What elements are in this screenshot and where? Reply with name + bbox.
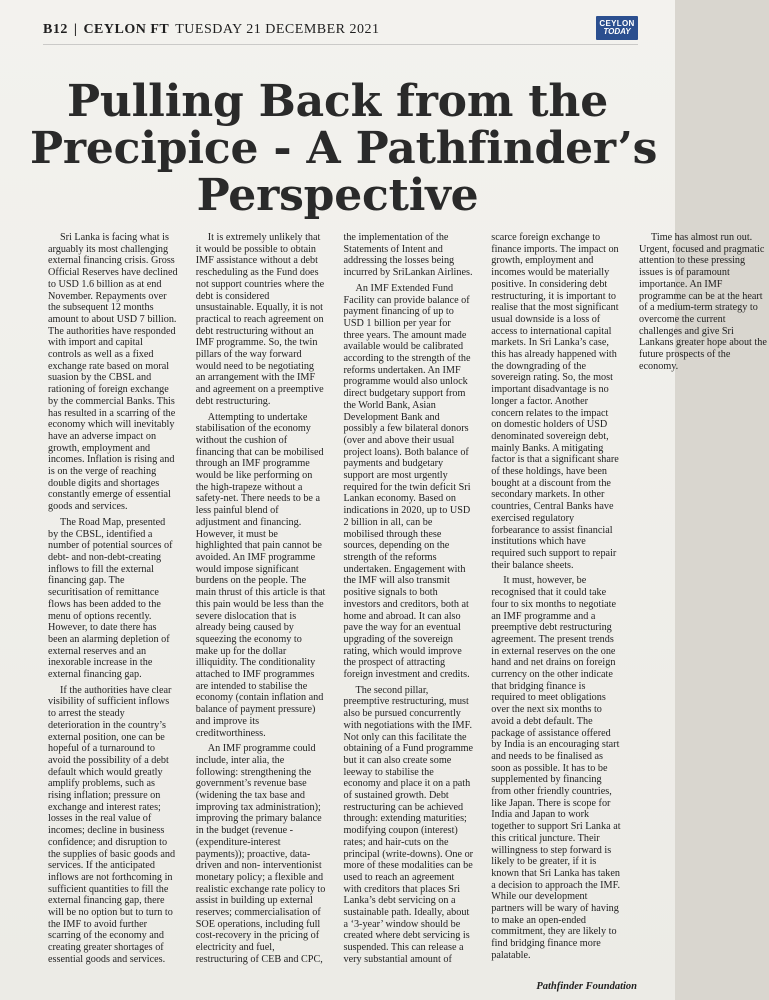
- masthead-rule: [43, 44, 638, 45]
- paragraph-5: Attempting to undertake stabilisation of the economy without the cushion of financing that can be mobilised through an IMF programme would be like performing on the high-trapeze without a safety-net. There needs to be a less painful blend of adjustment and financing. However, it must be highlighted that pain cannot be avoided. An IMF programme would impose significant burdens on the people. The main thrust of this article is that this pain would be less than the severe dislocation that is already being caused by squeezing the economy to make up for the dollar illiquidity. The conditionality attached to IMF programmes are intended to stabilise the economy (contain inflation and balance of payment pressure) and improve its creditworthiness.: [195, 411, 326, 739]
- paragraph-10: Time has almost run out. Urgent, focused and pragmatic attention to these pressing issues is of paramount importance. An IMF programme can be at the heart of a medium-term strategy to overcome the current challenges and give Sri Lankans greater hope about the future prospects of the economy.: [639, 232, 767, 372]
- page-number: B12: [43, 22, 68, 37]
- paper-name: CEYLON FT: [83, 22, 170, 37]
- paragraph-3: If the authorities have clear visibility of sufficient inflows to arrest the steady deterioration in the country’s external position, one can be hopeful of a turnaround to avoid the possibility of a debt default which would greatly amplify problems, such as rising inflation; pressure on exchange and interest rates; losses in the real value of incomes; decline in business confidence; and disruption to the supplies of basic goods and services. If the anticipated inflows are not forthcoming in sufficient quantities to fill the external financing gap, there will be no option but to turn to the IMF to avoid further scarring of the economy and creating greater shortages of essential goods and services.: [48, 684, 176, 965]
- paragraph-8: The second pillar, preemptive restructuring, must also be pursued concurrently with negotiations with the IMF. Not only can this facilitate the obtaining of a Fund programme but it can also create some leeway to stabilise the economy and place it on a path of sustained growth. Debt restructuring can be achieved through: extending maturities; modifying coupon (interest) rates; and hair-cuts on the principal (write-downs). One or more of these modalities can be used to reach an agreement with creditors that places Sri Lanka’s debt servicing on a sustainable path. Ideally, about a ‘3-year’ window should be created where debt servicing is suspended. This can release a very substantial amount of scarce foreign exchange to finance imports. The impact on growth, employment and incomes would be materially positive. In considering debt restructuring, it is important to realise that the most significant usual downside is a loss of access to international capital markets. In Sri Lanka’s case, this has already happened with the downgrading of the sovereign rating. So, the most important disadvantage is no longer a factor. Another concern relates to the impact on domestic holders of USD denominated sovereign debt, mainly Banks. A mitigating factor is that a significant share of these holdings, have been bought at a discount from the secondary markets. In other countries, Central Banks have exercised regulatory forbearance to assist financial institutions which have required such support to repair their balance sheets.: [343, 232, 619, 965]
- article-body: [48, 232, 767, 974]
- paragraph-9: It must, however, be recognised that it could take four to six months to negotiate an IMF programme and a preemptive debt restructuring agreement. The present trends in external reserves on the one hand and net drains on foreign currency on the other indicate that bridging finance is required to meet obligations over the next six months to avoid a debt default. The package of assistance offered by India is an encouraging start and needs to be finalised as soon as possible. It has to be supplemented by financing from other friendly countries, like Japan. There is scope for India and Japan to work together to support Sri Lanka at this critical juncture. Their willingness to step forward is likely to be greater, if it is known that Sri Lanka has taken a decision to approach the IMF. While our development partners will be wary of having to make an open-ended commitment, they are likely to find bridging finance more palatable.: [491, 575, 621, 961]
- ceylon-today-logo: [596, 16, 638, 40]
- title-line-3: Perspective: [196, 170, 479, 221]
- author-byline: Pathfinder Foundation: [536, 981, 637, 992]
- title-line-2: Precipice - A Pathfinder’s: [30, 123, 658, 174]
- paragraph-7: An IMF Extended Fund Facility can provide balance of payment financing of up to USD 1 billion per year for three years. The amount made available would be calibrated according to the strength of the reforms undertaken. An IMF programme would also unlock direct budgetary support from the World Bank, Asian Development Bank and possibly a few bilateral donors (over and above their usual project loans). Both balance of payments and budgetary support are most urgently required for the twin deficit Sri Lankan economy. Based on indications in 2020, up to USD 2 billion in all, can be mobilised through these sources, depending on the strength of the reforms undertaken. Engagement with the IMF will also transmit positive signals to both investors and creditors, both at home and abroad. It can also pave the way for an eventual upgrading of the sovereign rating, which would improve the prospect of attracting foreign investment and credits.: [343, 282, 471, 681]
- masthead: [43, 18, 638, 42]
- paragraph-6: An IMF programme could include, inter alia, the following: strengthening the government’s revenue base (widening the tax base and improving tax administration); improving the primary balance in the budget (revenue - (expenditure-interest payments)); proactive, data-driven and non- interventionist monetary policy; a flexible and realistic exchange rate policy to assist in building up external reserves; commercialisation of SOE operations, including full cost-recovery in the pricing of electricity and fuel, restructuring of CEB and CPC, the implementation of the Statements of Intent and addressing the losses being incurred by SriLankan Airlines.: [195, 232, 473, 965]
- article-title: [30, 76, 658, 221]
- logo-line-1: CEYLON: [599, 19, 635, 28]
- paragraph-4: It is extremely unlikely that it would be possible to obtain IMF assistance without a debt rescheduling as the Fund does not support countries where the debt is considered unsustainable. Equally, it is not practical to reach agreement on debt restructuring without an IMF programme. So, the twin pillars of the way forward would need to be negotiating an arrangement with the IMF and agreement on a preemptive debt restructuring.: [195, 232, 325, 407]
- logo-line-2: TODAY: [603, 27, 631, 36]
- masthead-left: [43, 22, 380, 38]
- title-line-1: Pulling Back from the: [66, 76, 609, 127]
- issue-date: TUESDAY 21 DECEMBER 2021: [175, 22, 380, 37]
- paragraph-2: The Road Map, presented by the CBSL, identified a number of potential sources of debt- and non-debt-creating inflows to fill the external financing gap. The securitisation of remittance flows has been added to the menu of options recently. However, to date there has been an alarming depletion of external reserves and an inexorable increase in the external financing gap.: [48, 516, 173, 681]
- masthead-separator: |: [73, 22, 78, 37]
- paragraph-1: Sri Lanka is facing what is arguably its most challenging external financing crisis. Gross Official Reserves have declined to USD 1.6 billion as at end November. Repayments over the subsequent 12 months amount to about USD 7 billion. The authorities have responded with import and capital controls as well as a fixed exchange rate based on moral suasion by the CBSL and rationing of foreign exchange by the commercial Banks. This has resulted in a scarring of the economy which will inevitably have an adverse impact on growth, employment and incomes. Inflation is rising and is on the verge of reaching double digits and shortages constantly emerge of essential goods and services.: [48, 232, 178, 513]
